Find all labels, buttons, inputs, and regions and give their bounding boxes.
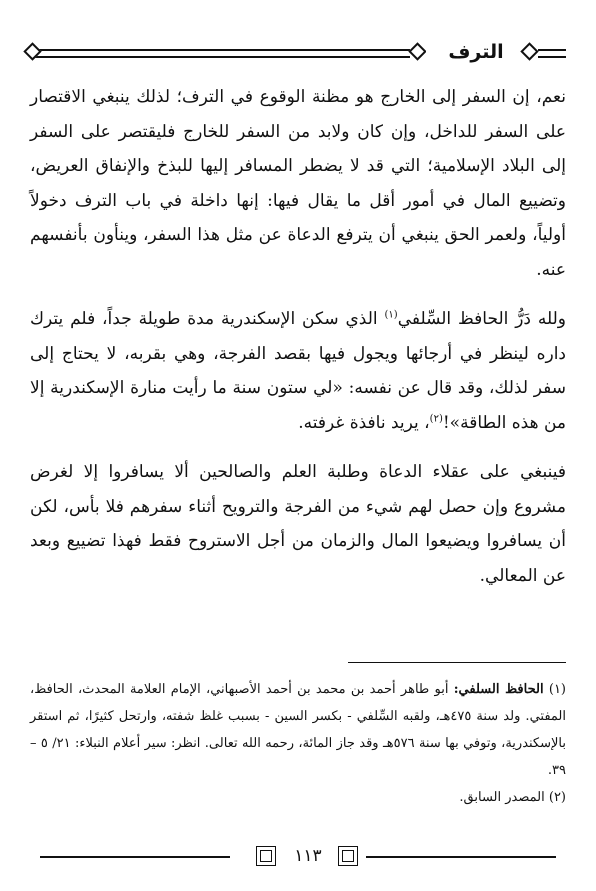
page-number: ١١٣ — [282, 844, 334, 868]
footnote-text: المصدر السابق. — [459, 790, 549, 805]
paragraph-text: ولله دَرُّ الحافظ السِّلفي — [397, 309, 566, 329]
ornament-diamond-icon — [408, 42, 426, 60]
footnote-ref[interactable]: (١) — [384, 309, 398, 321]
ornament-square-icon — [338, 846, 358, 866]
page-footer — [0, 844, 596, 870]
footnote-subject: الحافظ السلفي: — [453, 682, 544, 697]
header-ornament-rule — [30, 49, 410, 58]
footer-rule — [40, 856, 230, 858]
paragraph-text: ، يريد نافذة غرفته. — [298, 412, 430, 433]
footnote — [30, 784, 566, 811]
footer-rule — [366, 856, 556, 858]
footnote-text: أبو طاهر أحمد بن محمد بن أحمد الأصبهاني، الإمام العلامة المحدث، الحافظ، المفتي. ولد سنة ٤٧٥هـ، ولقبه السِّلفي - بكسر السين - بسبب غلظ شفته، وارتحل كثيرًا، ثم استقر بالإسكندرية، وتوفي بها سنة ٥٧٦هـ وقد جاز المائة، رحمه الله تعالى. انظر: سير أعلام النبلاء: ٢١/ ٥ – ٣٩. — [30, 682, 567, 778]
main-text — [30, 80, 566, 608]
ornament-square-icon — [256, 846, 276, 866]
footnote — [30, 676, 566, 784]
footnote-number: (٢) — [548, 790, 566, 805]
footnote-separator — [348, 662, 566, 663]
paragraph-text: الذي سكن الإسكندرية مدة طويلة جداً، فلم يترك داره لينظر في أرجائها ويجول فيها بقصد الفرجة، وهي بقربه، لا يحتاج إلى سفر لذلك، وقد قال عن نفسه: «لي ستون سنة ما رأيت منارة الإسكندرية إلا من هذه الطاقة»! — [30, 309, 566, 433]
footnote-number: (١) — [548, 682, 566, 697]
header-ornament-rule-right — [538, 49, 566, 58]
paragraph: فينبغي على عقلاء الدعاة وطلبة العلم والصالحين ألا يسافروا إلا لغرض مشروع وإن حصل لهم شيء من الفرجة والترويح أثناء سفرهم فلا بأس، لكن أن يسافروا ويضيعوا المال والزمان من أجل الاستروح فقط فهذا تضييع وبعد عن المعالي. — [30, 462, 566, 586]
footnote-ref[interactable]: (٢) — [429, 412, 443, 424]
running-title: الترف — [426, 38, 526, 66]
footnotes — [30, 676, 566, 811]
running-header — [24, 38, 572, 66]
paragraph — [30, 302, 566, 440]
paragraph: نعم، إن السفر إلى الخارج هو مظنة الوقوع في الترف؛ لذلك ينبغي الاقتصار على السفر للداخل، وإن كان ولابد من السفر للخارج فليقتصر على السفر إلى البلاد الإسلامية؛ التي قد لا يضطر المسافر إليها للبذخ والإنفاق العريض، وتضييع المال في أمور أقل ما يقال فيها: إنها داخلة في باب الترف دخولاً أولياً، ولعمر الحق ينبغي أن يترفع الدعاة عن مثل هذا السفر، وينأون بأنفسهم عنه. — [30, 87, 566, 280]
